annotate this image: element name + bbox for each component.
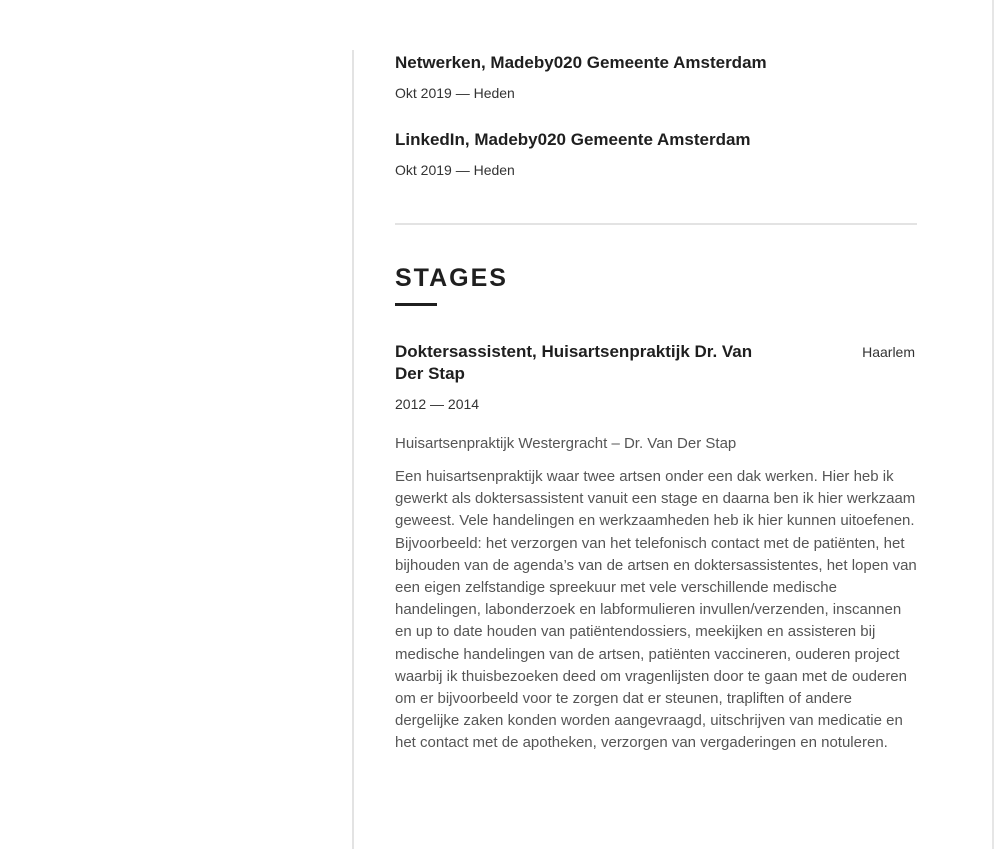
stage-entry [395,341,917,755]
stage-title: Doktersassistent, Huisartsenpraktijk Dr. Van Der Stap [395,342,753,383]
stage-date: 2012 — 2014 [395,396,480,412]
stage-description: Een huisartsenpraktijk waar twee artsen onder een dak werken. Hier heb ik gewerkt als doktersassistent vanuit een stage en daarna ben ik hier werkzaam geweest. Vele handelingen en werkzaamheden heb ik hier kunnen uitoefenen. Bijvoorbeeld: het verzorgen van het telefonisch contact met de patiënten, het bijhouden van de agenda’s van de artsen en doktersassistentes, het lopen van een eigen zelfstandige spreekuur met vele verschillende medische handelingen, labonderzoek en labformulieren invullen/verzenden, inscannen en up to date houden van patiëntendossiers, meekijken en assisteren bij medische handelingen van de artsen, patiënten vaccineren, ouderen project waarbij ik thuisbezoeken deed om vragenlijsten door te gaan met de ouderen om er bijvoorbeeld voor te zorgen dat er steunen, trapliften of andere dergelijke zaken konden worden aangevraagd, uitschrijven van medicatie en het contact met de apotheken, verzorgen van vergaderingen en notuleren. [395,468,917,752]
stage-header [395,341,917,385]
section-title-stages: STAGES [395,264,508,292]
column-divider [352,50,354,849]
stage-organization: Huisartsenpraktijk Westergracht – Dr. Van Der Stap [395,435,737,452]
entry-title: Netwerken, Madeby020 Gemeente Amsterdam [395,53,767,72]
section-divider [395,223,917,225]
resume-main-column [395,52,917,755]
entry-title: LinkedIn, Madeby020 Gemeente Amsterdam [395,130,751,149]
entry-date: Okt 2019 — Heden [395,162,515,178]
experience-entry [395,52,917,102]
stage-location: Haarlem [862,344,915,360]
entry-date: Okt 2019 — Heden [395,85,515,101]
section-title-underline [395,303,437,306]
experience-entry [395,129,917,179]
